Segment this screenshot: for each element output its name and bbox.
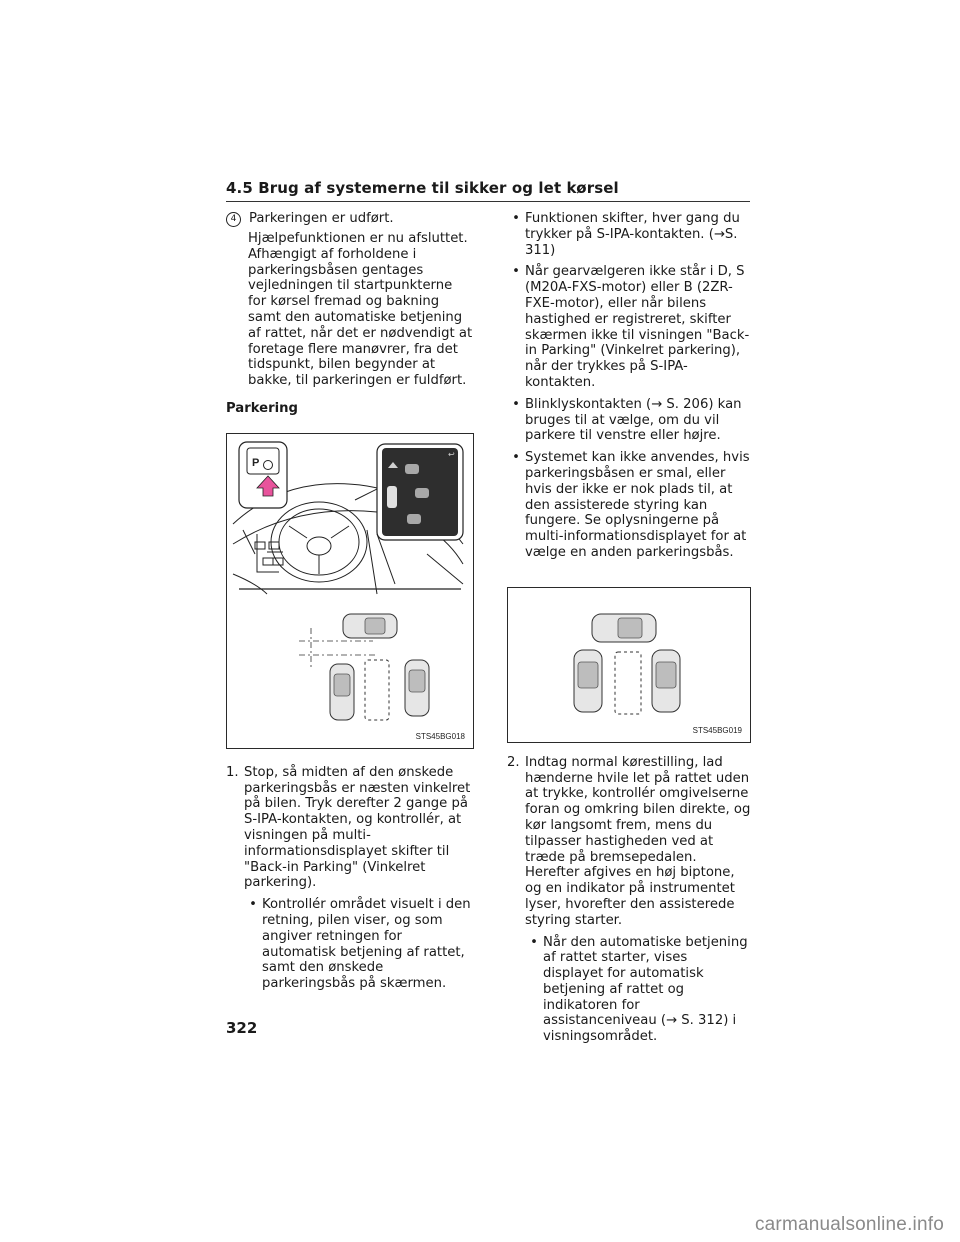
step-1-text: Stop, så midten af den ønskede parkeringsbås er næsten vinkelret på bilen. Tryk derefter 2 gange på S-IPA-kontakten, og kontrollér, at visningen på multi-informationsdisplayet skifter til "Back-in Parking" (Vinkelret parkering). <box>244 764 471 891</box>
step-2-text: Indtag normal kørestilling, lad hænderne hvile let på rattet uden at trykke, kontrollér omgivelserne foran og omkring bilen direkte, og kør langsomt frem, mens du tilpasser hastigheden ved at træde på bremsepedalen. Herefter afgives en høj biptone, og en indikator på instrumentet lyser, hvorefter den assisterede styring starter. <box>525 754 751 928</box>
step-1-bullet: • Kontrollér området visuelt i den retning, pilen viser, og som angiver retningen for automatisk betjening af rattet, samt den ønskede parkeringsbås på skærmen. <box>226 897 474 992</box>
bullet-dot: • <box>512 396 520 412</box>
step-2-bullet: • Når den automatiske betjening af rattet starter, vises displayet for automatisk betjening af rattet og indikatoren for assistanceniveau (→ S. 312) i visningsområdet. <box>507 935 751 1046</box>
step-1 <box>226 765 474 891</box>
bullet-item: • Systemet kan ikke anvendes, hvis parkeringsbåsen er smal, eller hvis der ikke er nok plads til, at den assisterede styring kan fungere. Se oplysningerne på multi-informationsdisplayet for at vælge en anden parkeringsbås. <box>507 450 751 561</box>
bullet-dot: • <box>512 450 520 466</box>
section-title: 4.5 Brug af systemerne til sikker og let kørsel <box>226 179 619 197</box>
target-parking-space <box>365 660 389 720</box>
svg-text:↩: ↩ <box>448 449 455 459</box>
step-1-number: 1. <box>226 764 239 780</box>
parking-illustration <box>508 588 750 742</box>
parking-heading: Parkering <box>226 400 298 416</box>
figure-label: STS45BG019 <box>692 725 742 735</box>
bullet-item: • Når gearvælgeren ikke står i D, S (M20A-FXS-motor) eller B (2ZR-FXE-motor), eller når bilens hastighed er registreret, skifter skærmen ikke til visningen "Back-in Parking" (Vinkelret parkering), når der trykkes på S-IPA-kontakten. <box>507 264 751 390</box>
target-parking-space <box>615 652 641 714</box>
bullet-dot: • <box>512 211 520 226</box>
step-2 <box>507 755 751 929</box>
left-column <box>226 211 474 992</box>
figure-label: STS45BG018 <box>415 731 465 741</box>
step-4-body: Hjælpefunktionen er nu afsluttet. Afhængigt af forholdene i parkeringsbåsen gentages vejledningen til startpunkterne for kørsel fremad og bakning samt den automatiske betjening af rattet, når det er nødvendigt at foretage flere manøvrer, fra det tidspunkt, bilen begynder at bakke, til parkeringen er fuldført. <box>248 231 473 389</box>
bullet-dot: • <box>530 934 538 950</box>
step-number-circle: 4 <box>226 212 241 227</box>
bullet-item: • Funktionen skifter, hver gang du trykker på S-IPA-kontakten. (→S. 311) <box>507 211 751 258</box>
watermark: carmanualsonline.info <box>754 1214 944 1235</box>
bullet-item: • Blinklyskontakten (→ S. 206) kan bruges til at vælge, om du vil parkere til venstre eller højre. <box>507 397 751 444</box>
step-2-number: 2. <box>507 754 520 770</box>
p-button-letter: P <box>252 456 260 469</box>
dashboard-illustration <box>227 434 473 748</box>
figure-dashboard-parking <box>226 433 474 749</box>
bullet-dot: • <box>512 264 520 280</box>
page-number: 322 <box>226 1019 258 1037</box>
right-column <box>507 211 751 1045</box>
step-4 <box>226 211 474 227</box>
section-header <box>226 178 750 202</box>
figure-parking-spaces <box>507 587 751 743</box>
bullet-dot: • <box>249 897 257 913</box>
step-4-title: Parkeringen er udført. <box>249 211 394 226</box>
